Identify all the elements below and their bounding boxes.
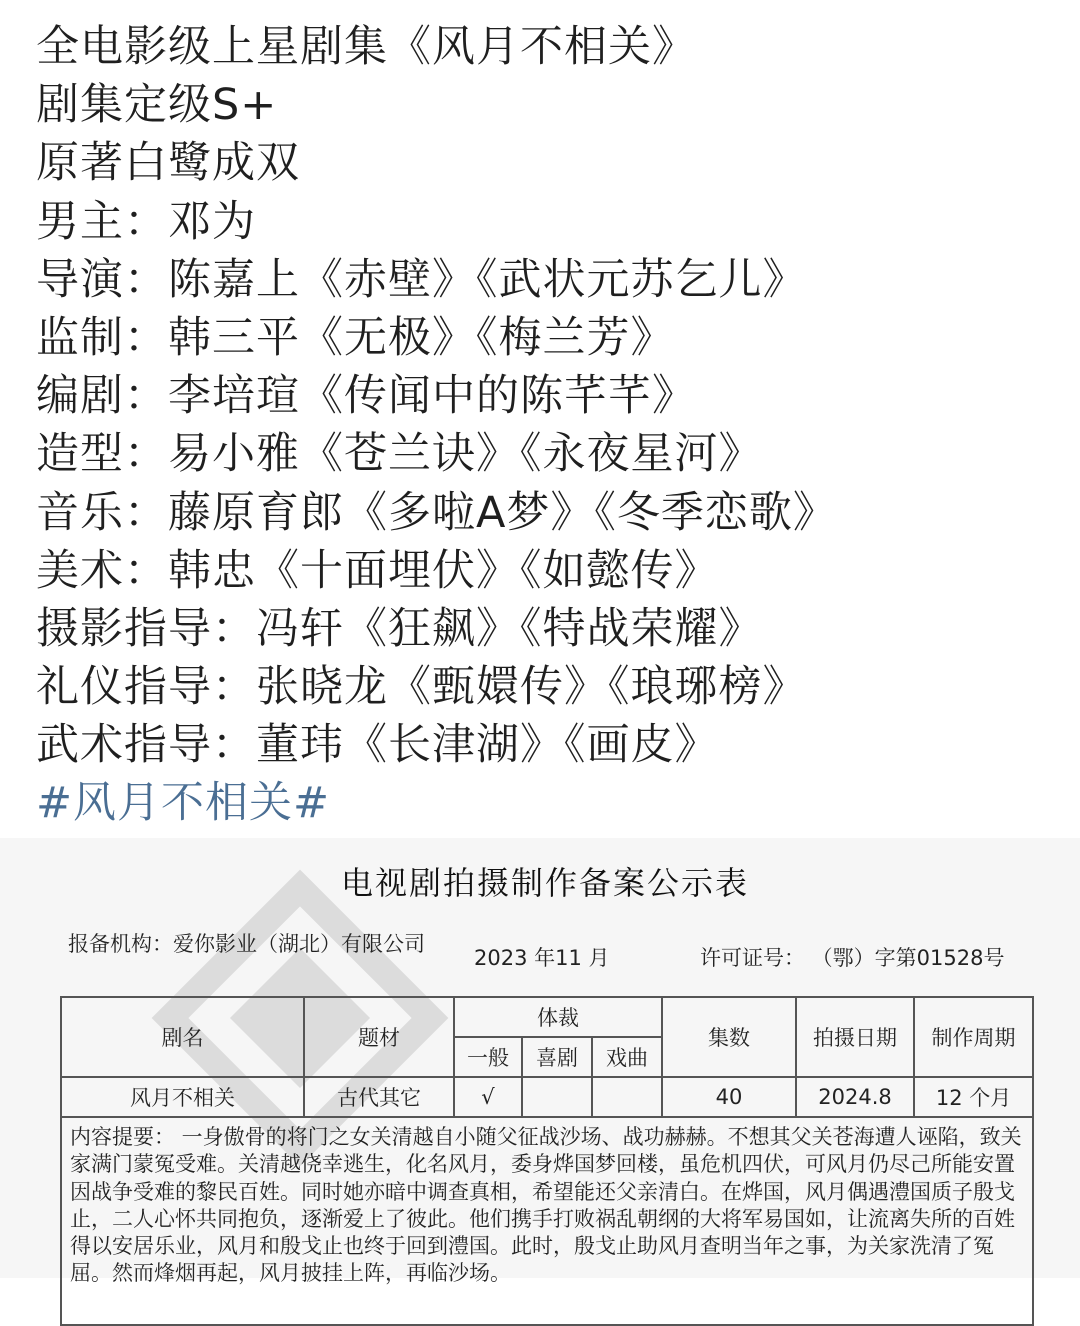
- cell-genre-comedy: [522, 1077, 592, 1117]
- cell-genre-general: √: [454, 1077, 522, 1117]
- header-subject: 题材: [304, 997, 454, 1077]
- cell-genre-opera: [592, 1077, 662, 1117]
- cell-subject: 古代其它: [304, 1077, 454, 1117]
- content-summary: 内容提要： 一身傲骨的将门之女关清越自小随父征战沙场、战功赫赫。不想其父关苍海遭人诬陷，致关家满门蒙冤受难。关清越侥幸逃生，化名风月，委身烨国梦回楼，虽危机四伏，可风月仍尽己所能安置因战争受难的黎民百姓。同时她亦暗中调查真相，希望能还父亲清白。在烨国，风月偶遇澧国质子殷戈止，二人心怀共同抱负，逐渐爱上了彼此。他们携手打败祸乱朝纲的大将军易国如，让流离失所的百姓得以安居乐业，风月和殷戈止也终于回到澧国。此时，殷戈止助风月查明当年之事，为关家洗清了冤屈。然而烽烟再起，风月披挂上阵，再临沙场。: [61, 1117, 1033, 1325]
- post-line: 原著白鹭成双: [36, 138, 300, 189]
- filing-document-image: [0, 838, 1080, 1286]
- header-genre-comedy: 喜剧: [522, 1037, 592, 1077]
- header-shoot-date: 拍摄日期: [796, 997, 914, 1077]
- header-genre: 体裁: [454, 997, 662, 1037]
- license-number: 许可证号： （鄂）字第01528号: [700, 946, 1005, 970]
- post-line: 编剧：李培瑄《传闻中的陈芊芊》: [36, 371, 696, 422]
- filing-date: 2023 年11 月: [474, 946, 610, 970]
- post-line: 音乐：藤原育郎《多啦A梦》《冬季恋歌》: [36, 487, 837, 538]
- header-episodes: 集数: [662, 997, 796, 1077]
- cell-production-cycle: 12 个月: [914, 1077, 1033, 1117]
- post-line: 武术指导：董玮《长津湖》《画皮》: [36, 720, 719, 771]
- post-line: 美术：韩忠《十面埋伏》《如懿传》: [36, 545, 719, 596]
- header-genre-opera: 戏曲: [592, 1037, 662, 1077]
- document-title: 电视剧拍摄制作备案公示表: [340, 864, 749, 902]
- post-line: 摄影指导：冯轩《狂飙》《特战荣耀》: [36, 603, 763, 654]
- post-line: 剧集定级S+: [36, 80, 278, 131]
- post-text: [36, 18, 1066, 833]
- header-genre-general: 一般: [454, 1037, 522, 1077]
- filing-organization: 报备机构：爱你影业（湖北）有限公司: [68, 932, 425, 956]
- post-line: 全电影级上星剧集《风月不相关》: [36, 22, 696, 72]
- cell-shoot-date: 2024.8: [796, 1077, 914, 1117]
- post-line: 造型：易小雅《苍兰诀》《永夜星河》: [36, 429, 763, 480]
- post-line: 男主：邓为: [36, 196, 256, 247]
- header-production-cycle: 制作周期: [914, 997, 1033, 1077]
- filing-table: [60, 996, 1034, 1326]
- header-drama-name: 剧名: [61, 997, 304, 1077]
- post-line: 监制：韩三平《无极》《梅兰芳》: [36, 312, 675, 363]
- hashtag-link[interactable]: #风月不相关#: [36, 778, 331, 829]
- post-line: 导演：陈嘉上《赤壁》《武状元苏乞儿》: [36, 254, 807, 305]
- cell-episodes: 40: [662, 1077, 796, 1117]
- post-line: 礼仪指导：张晓龙《甄嬛传》《琅琊榜》: [36, 662, 807, 713]
- cell-drama-name: 风月不相关: [61, 1077, 304, 1117]
